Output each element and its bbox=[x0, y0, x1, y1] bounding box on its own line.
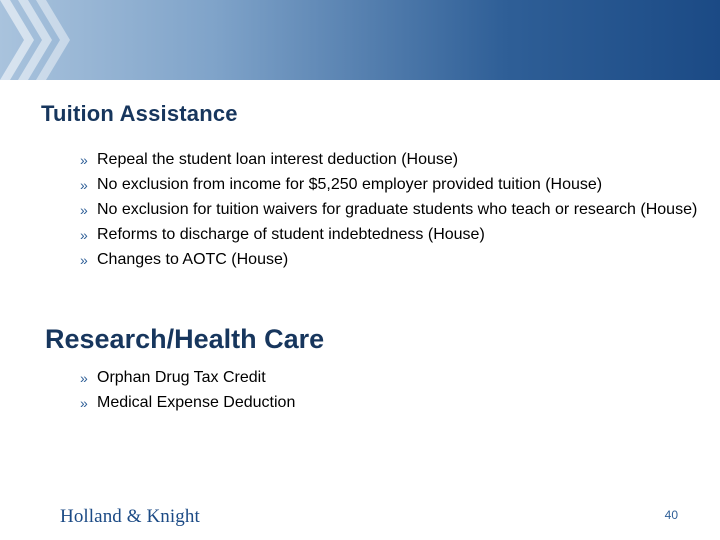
bullet-marker: » bbox=[80, 370, 88, 386]
bullet-marker: » bbox=[80, 252, 88, 268]
bullet-marker: » bbox=[80, 202, 88, 218]
bullet-text: No exclusion from income for $5,250 employer provided tuition (House) bbox=[97, 176, 603, 193]
list-item bbox=[80, 150, 700, 170]
list-item bbox=[80, 393, 700, 413]
chevron-stripes-graphic bbox=[0, 0, 120, 80]
bullet-marker: » bbox=[80, 227, 88, 243]
list-item bbox=[80, 368, 700, 388]
bullet-marker: » bbox=[80, 395, 88, 411]
list-item bbox=[80, 250, 700, 270]
page-number: 40 bbox=[664, 508, 678, 522]
header-banner bbox=[0, 0, 720, 80]
list-item bbox=[80, 200, 700, 220]
bullet-text: Repeal the student loan interest deduction (House) bbox=[97, 151, 459, 168]
list-item bbox=[80, 175, 700, 195]
bullet-text: Orphan Drug Tax Credit bbox=[97, 369, 266, 386]
bullet-text: Reforms to discharge of student indebtedness (House) bbox=[97, 226, 485, 243]
bullet-text: Medical Expense Deduction bbox=[97, 394, 296, 411]
bullet-marker: » bbox=[80, 152, 88, 168]
bullet-text: No exclusion for tuition waivers for graduate students who teach or research (House) bbox=[97, 201, 698, 218]
bullet-text: Changes to AOTC (House) bbox=[97, 251, 289, 268]
section-title-research: Research/Health Care bbox=[45, 324, 325, 354]
section-title-tuition: Tuition Assistance bbox=[41, 101, 238, 126]
bullet-marker: » bbox=[80, 177, 88, 193]
tuition-bullet-list bbox=[80, 150, 700, 275]
research-bullet-list bbox=[80, 368, 700, 418]
holland-knight-logo: Holland & Knight bbox=[60, 506, 200, 527]
list-item bbox=[80, 225, 700, 245]
